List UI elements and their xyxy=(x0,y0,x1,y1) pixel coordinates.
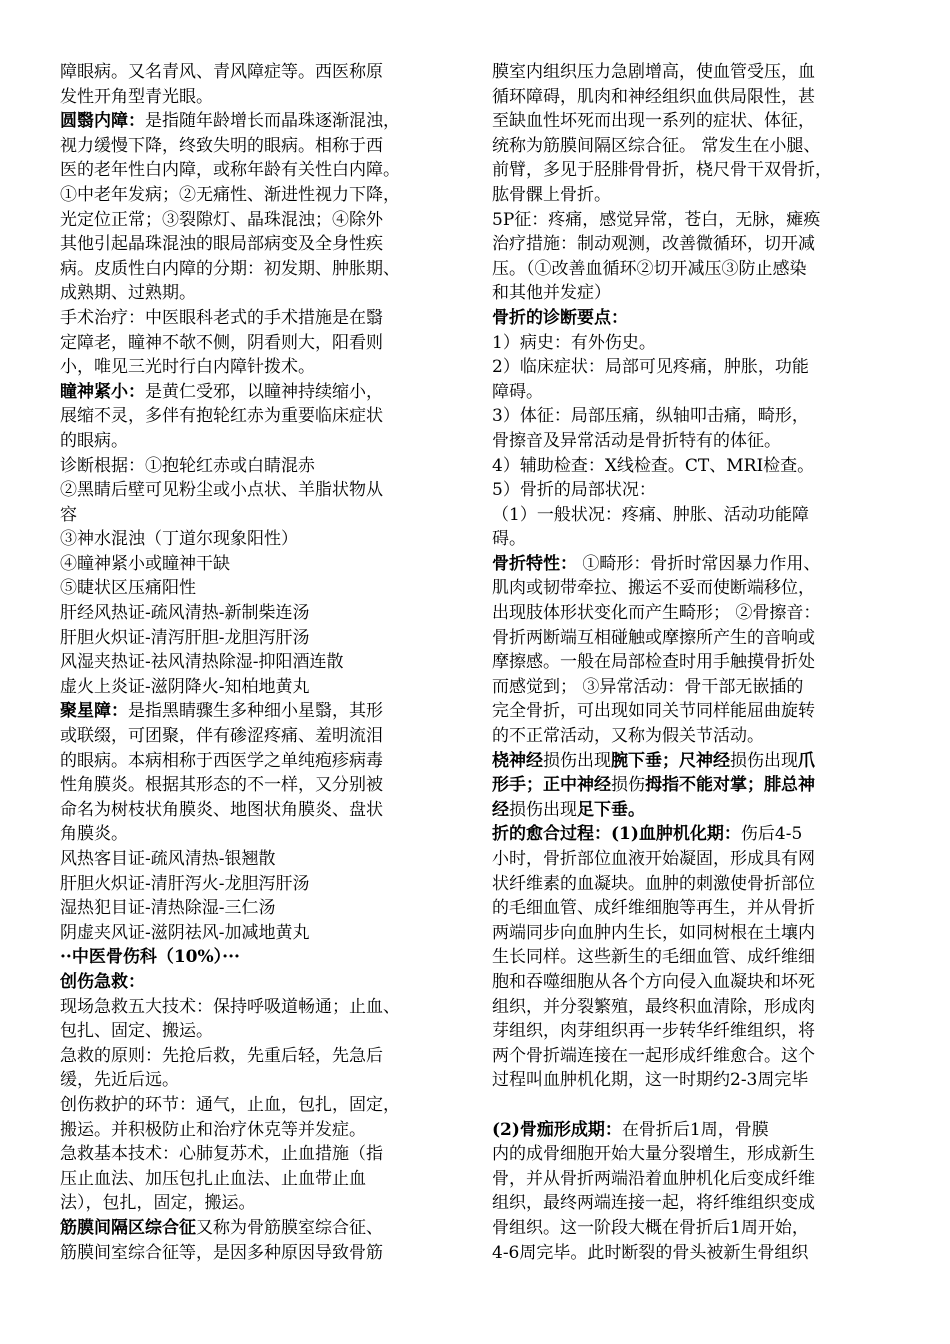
text-span: 至缺血性坏死而出现一系列的症状、体征， xyxy=(492,111,815,132)
text-span: 内的成骨细胞开始大量分裂增生，形成新生 xyxy=(492,1144,815,1165)
text-line xyxy=(60,995,462,1020)
text-line xyxy=(492,355,894,380)
text-line xyxy=(60,404,462,429)
text-span: 肝胆火炽证-清肝泻火-龙胆泻肝汤 xyxy=(60,873,310,894)
text-line xyxy=(60,847,462,872)
text-line xyxy=(60,749,462,774)
left-text-column xyxy=(60,60,462,1265)
text-line xyxy=(60,970,462,995)
text-span: 成熟期、过熟期。 xyxy=(60,283,196,304)
text-span: 肌肉或韧带牵拉、搬运不妥而使断端移位， xyxy=(492,578,815,599)
bold-text: (2)骨痂形成期： xyxy=(492,1119,622,1140)
text-line xyxy=(492,921,894,946)
bold-text: 骨折的诊断要点： xyxy=(492,307,628,328)
text-span: 肝胆火炽证-清泻肝胆-龙胆泻肝汤 xyxy=(60,627,310,648)
text-line xyxy=(492,454,894,479)
text-span: 3）体征：局部压痛，纵轴叩击痛，畸形， xyxy=(492,406,809,427)
text-line xyxy=(492,798,894,823)
text-span: 统称为筋膜间隔区综合征。 常发生在小腿、 xyxy=(492,135,821,156)
text-span: 包扎、固定、搬运。 xyxy=(60,1021,213,1042)
text-span: （1）一般状况：疼痛、肿胀、活动功能障 xyxy=(492,504,809,525)
text-span: 生长同样。这些新生的毛细血管、成纤维细 xyxy=(492,947,815,968)
text-span: 展缩不灵，多伴有抱轮红赤为重要临床症状 xyxy=(60,406,383,427)
text-line xyxy=(492,749,894,774)
text-span: 手术治疗：中医眼科老式的手术措施是在翳 xyxy=(60,307,383,328)
text-span: 虚火上炎证-滋阴降火-知柏地黄丸 xyxy=(60,676,310,697)
text-span: 筋膜间室综合征等，是因多种原因导致骨筋 xyxy=(60,1242,383,1263)
text-span: 法），包扎，固定，搬运。 xyxy=(60,1193,256,1214)
text-line xyxy=(492,281,894,306)
text-span: ①中老年发病；②无痛性、渐进性视力下降， xyxy=(60,184,400,205)
text-span: 或联缀，可团聚，伴有碜涩疼痛、羞明流泪 xyxy=(60,726,383,747)
text-span: 搬运。并积极防止和治疗休克等并发症。 xyxy=(60,1119,366,1140)
text-span: 障碍。 xyxy=(492,381,543,402)
text-line xyxy=(60,675,462,700)
text-line xyxy=(60,1068,462,1093)
text-span: ④瞳神紧小或瞳神干缺 xyxy=(60,553,230,574)
text-span: 组织，并分裂繁殖，最终积血清除，形成肉 xyxy=(492,996,815,1017)
text-line xyxy=(60,232,462,257)
text-line xyxy=(60,1216,462,1241)
bold-text: 形手；正中神经 xyxy=(492,775,611,796)
blank-line xyxy=(492,1093,894,1118)
text-line xyxy=(492,773,894,798)
text-line xyxy=(492,1167,894,1192)
text-span: 前臂，多见于胫腓骨骨折，桡尺骨干双骨折， xyxy=(492,160,832,181)
text-line xyxy=(492,183,894,208)
text-line xyxy=(60,822,462,847)
bold-text: 骨折特性： xyxy=(492,553,577,574)
text-line xyxy=(492,847,894,872)
text-span: 出现肢体形状变化而产生畸形； ②骨擦音： xyxy=(492,603,821,624)
text-line xyxy=(60,503,462,528)
text-line xyxy=(60,429,462,454)
text-line xyxy=(60,921,462,946)
text-span: 两端同步向血肿内生长，如同树根在土壤内 xyxy=(492,922,815,943)
bold-text: 爪 xyxy=(798,750,815,771)
text-line xyxy=(492,724,894,749)
text-line xyxy=(492,699,894,724)
text-span: 损伤 xyxy=(611,775,645,796)
text-span: 病。皮质性白内障的分期：初发期、肿胀期、 xyxy=(60,258,400,279)
text-span: 芽组织，肉芽组织再一步转华纤维组织，将 xyxy=(492,1021,815,1042)
text-span: 膜室内组织压力急剧增高，使血管受压，血 xyxy=(492,62,815,82)
text-span: 诊断根据：①抱轮红赤或白睛混赤 xyxy=(60,455,315,476)
text-span: ①畸形：骨折时常因暴力作用、 xyxy=(577,553,821,574)
text-line xyxy=(492,1191,894,1216)
text-span: 发性开角型青光眼。 xyxy=(60,86,213,107)
text-line xyxy=(60,208,462,233)
text-span: 压止血法、加压包扎止血法、止血带止血 xyxy=(60,1168,366,1189)
text-line xyxy=(492,675,894,700)
text-line xyxy=(60,85,462,110)
text-span: 其他引起晶珠混浊的眼局部病变及全身性疾 xyxy=(60,234,383,255)
text-line xyxy=(60,1118,462,1143)
text-line xyxy=(60,306,462,331)
text-line xyxy=(60,699,462,724)
text-span: 是指黑睛骤生多种细小星翳，其形 xyxy=(128,701,383,722)
text-span: 5）骨折的局部状况： xyxy=(492,480,656,501)
text-line xyxy=(492,1241,894,1266)
text-line xyxy=(60,1241,462,1266)
text-span: 1）病史：有外伤史。 xyxy=(492,332,656,353)
bold-text: 桡神经 xyxy=(492,750,543,771)
text-line xyxy=(492,404,894,429)
text-line xyxy=(492,158,894,183)
text-line xyxy=(492,552,894,577)
text-line xyxy=(492,208,894,233)
text-line xyxy=(492,232,894,257)
text-line xyxy=(60,552,462,577)
text-line xyxy=(492,380,894,405)
text-line xyxy=(492,60,894,85)
text-line xyxy=(492,626,894,651)
bold-text: 经 xyxy=(492,799,509,820)
text-line xyxy=(60,626,462,651)
text-span: 是黄仁受邪，以瞳神持续缩小， xyxy=(145,381,383,402)
text-line xyxy=(60,896,462,921)
text-line xyxy=(60,183,462,208)
bold-text: 创伤急救： xyxy=(60,971,145,992)
text-span: 4-6周完毕。此时断裂的骨头被新生骨组织 xyxy=(492,1242,809,1263)
text-span: 急救基本技术：心肺复苏术，止血措施（指 xyxy=(60,1144,383,1165)
text-span: 小时，骨折部位血液开始凝固，形成具有网 xyxy=(492,849,815,869)
text-span: 容 xyxy=(60,504,77,525)
text-line xyxy=(60,158,462,183)
bold-text: 足下垂。 xyxy=(577,799,645,820)
text-line xyxy=(492,576,894,601)
text-line xyxy=(60,355,462,380)
text-line xyxy=(60,257,462,282)
text-span: 完全骨折，可出现如同关节同样能屈曲旋转 xyxy=(492,701,815,722)
text-span: 角膜炎。 xyxy=(60,824,128,845)
text-line xyxy=(492,1044,894,1069)
text-line xyxy=(60,60,462,85)
text-line xyxy=(492,896,894,921)
text-span: 肝经风热证-疏风清热-新制柴连汤 xyxy=(60,603,310,624)
text-span: 和其他并发症） xyxy=(492,283,611,304)
bold-text: 瞳神紧小： xyxy=(60,381,145,402)
text-line xyxy=(492,1118,894,1143)
text-span: 湿热犯目证-清热除湿-三仁汤 xyxy=(60,898,276,919)
text-span: 现场急救五大技术：保持呼吸道畅通；止血、 xyxy=(60,996,400,1017)
text-span: 两个骨折端连接在一起形成纤维愈合。这个 xyxy=(492,1045,815,1066)
text-span: 骨组织。这一阶段大概在骨折后1周开始， xyxy=(492,1217,809,1238)
text-span: 损伤出现 xyxy=(509,799,577,820)
text-line xyxy=(60,380,462,405)
bold-text: 聚星障： xyxy=(60,701,128,722)
text-line xyxy=(60,109,462,134)
text-span: 骨，并从骨折两端沿着血肿机化后变成纤维 xyxy=(492,1168,815,1189)
text-span: 压。（①改善血循环②切开减压③防止感染 xyxy=(492,258,807,279)
text-span: 缓，先近后远。 xyxy=(60,1070,179,1091)
text-line xyxy=(60,281,462,306)
text-span: 的眼病。本病相称于西医学之单纯疱疹病毒 xyxy=(60,750,383,771)
text-line xyxy=(492,945,894,970)
text-span: 小，唯见三光时行白内障针拨术。 xyxy=(60,357,315,378)
text-line xyxy=(60,1019,462,1044)
text-span: 命名为树枝状角膜炎、地图状角膜炎、盘状 xyxy=(60,799,383,820)
text-span: ③神水混浊（丁道尔现象阳性） xyxy=(60,529,298,550)
text-line xyxy=(492,1142,894,1167)
text-span: 的眼病。 xyxy=(60,430,128,451)
text-line xyxy=(492,85,894,110)
text-line xyxy=(492,1019,894,1044)
text-span: 风湿夹热证-祛风清热除湿-抑阳酒连散 xyxy=(60,652,344,673)
text-span: 急救的原则：先抢后救，先重后轻，先急后 xyxy=(60,1045,383,1066)
right-text-column xyxy=(492,60,894,1265)
text-line xyxy=(492,109,894,134)
text-line xyxy=(60,601,462,626)
text-span: 伤后4-5 xyxy=(740,824,803,845)
bold-text: 圆翳内障： xyxy=(60,111,145,132)
text-line xyxy=(492,503,894,528)
text-span: 损伤出现 xyxy=(730,750,798,771)
text-span: 而感觉到； ③异常活动：骨干部无嵌插的 xyxy=(492,676,804,697)
bold-text: 拇指不能对掌；腓总神 xyxy=(645,775,815,796)
text-span: 治疗措施：制动观测，改善微循环，切开减 xyxy=(492,234,815,255)
text-span: 风热客目证-疏风清热-银翘散 xyxy=(60,849,276,869)
text-line xyxy=(60,478,462,503)
text-span: 的不正常活动，又称为假关节活动。 xyxy=(492,726,764,747)
text-line xyxy=(60,1142,462,1167)
text-span: 定障老，瞳神不欹不侧，阴看则大，阳看则 xyxy=(60,332,383,353)
text-span: 的毛细血管、成纤维细胞等再生，并从骨折 xyxy=(492,898,815,919)
text-span: 损伤出现 xyxy=(543,750,611,771)
text-span: 状纤维素的血凝块。血肿的刺激使骨折部位 xyxy=(492,873,815,894)
text-line xyxy=(492,331,894,356)
text-line xyxy=(60,527,462,552)
text-span: 骨折两断端互相碰触或摩擦所产生的音响或 xyxy=(492,627,815,648)
text-line xyxy=(60,724,462,749)
text-span: ②黑睛后壁可见粉尘或小点状、羊脂状物从 xyxy=(60,480,383,501)
text-line xyxy=(60,576,462,601)
text-span: 循环障碍，肌肉和神经组织血供局限性，甚 xyxy=(492,86,815,107)
text-span: ⑤睫状区压痛阳性 xyxy=(60,578,196,599)
text-line xyxy=(492,822,894,847)
text-span: 5P征：疼痛，感觉异常，苍白，无脉，瘫痪 xyxy=(492,209,821,230)
text-span: 肱骨髁上骨折。 xyxy=(492,184,611,205)
bold-text: 折的愈合过程：(1)血肿机化期： xyxy=(492,824,741,845)
text-span: 视力缓慢下降，终致失明的眼病。相称于西 xyxy=(60,135,383,156)
text-line xyxy=(492,872,894,897)
text-span: 2）临床症状：局部可见疼痛，肿胀，功能 xyxy=(492,357,809,378)
text-line xyxy=(60,945,462,970)
text-span: 组织，最终两端连接一起，将纤维组织变成 xyxy=(492,1193,815,1214)
text-line xyxy=(60,134,462,159)
text-span: 碍。 xyxy=(492,529,526,550)
text-span: 创伤救护的环节：通气，止血，包扎，固定， xyxy=(60,1094,400,1115)
text-line xyxy=(492,1216,894,1241)
text-line xyxy=(492,257,894,282)
bold-text: ··中医骨伤科（10%）··· xyxy=(60,947,240,968)
text-line xyxy=(492,429,894,454)
text-line xyxy=(60,1093,462,1118)
text-span: 医的老年性白内障，或称年龄有关性白内障。 xyxy=(60,160,400,181)
text-line xyxy=(492,970,894,995)
text-span: 是指随年龄增长而晶珠逐渐混浊， xyxy=(145,111,400,132)
text-line xyxy=(60,331,462,356)
text-line xyxy=(492,478,894,503)
text-span: 骨擦音及异常活动是骨折特有的体征。 xyxy=(492,430,781,451)
text-span: 障眼病。又名青风、青风障症等。西医称原 xyxy=(60,62,383,82)
text-span: 摩擦感。一般在局部检查时用手触摸骨折处 xyxy=(492,652,815,673)
text-span: 胞和吞噬细胞从各个方向侵入血凝块和坏死 xyxy=(492,971,815,992)
text-span: 光定位正常；③裂隙灯、晶珠混浊；④除外 xyxy=(60,209,383,230)
text-line xyxy=(492,306,894,331)
text-line xyxy=(492,134,894,159)
text-span: 过程叫血肿机化期，这一时期约2-3周完毕 xyxy=(492,1070,809,1091)
text-span: 在骨折后1周，骨膜 xyxy=(621,1119,769,1140)
text-line xyxy=(60,1044,462,1069)
text-line xyxy=(60,872,462,897)
text-line xyxy=(60,454,462,479)
bold-text: 腕下垂；尺神经 xyxy=(611,750,730,771)
text-line xyxy=(492,650,894,675)
text-line xyxy=(60,1167,462,1192)
text-line xyxy=(492,995,894,1020)
text-line xyxy=(492,601,894,626)
text-span: 性角膜炎。根据其形态的不一样，又分别被 xyxy=(60,775,383,796)
text-line xyxy=(60,798,462,823)
text-line xyxy=(492,527,894,552)
text-line xyxy=(60,773,462,798)
text-span: 又称为骨筋膜室综合征、 xyxy=(196,1217,383,1238)
text-span: 4）辅助检查：X线检查。CT、MRI检查。 xyxy=(492,455,815,476)
text-line xyxy=(60,650,462,675)
text-span: 阴虚夹风证-滋阴祛风-加减地黄丸 xyxy=(60,922,310,943)
text-line xyxy=(60,1191,462,1216)
bold-text: 筋膜间隔区综合征 xyxy=(60,1217,196,1238)
text-line xyxy=(492,1068,894,1093)
